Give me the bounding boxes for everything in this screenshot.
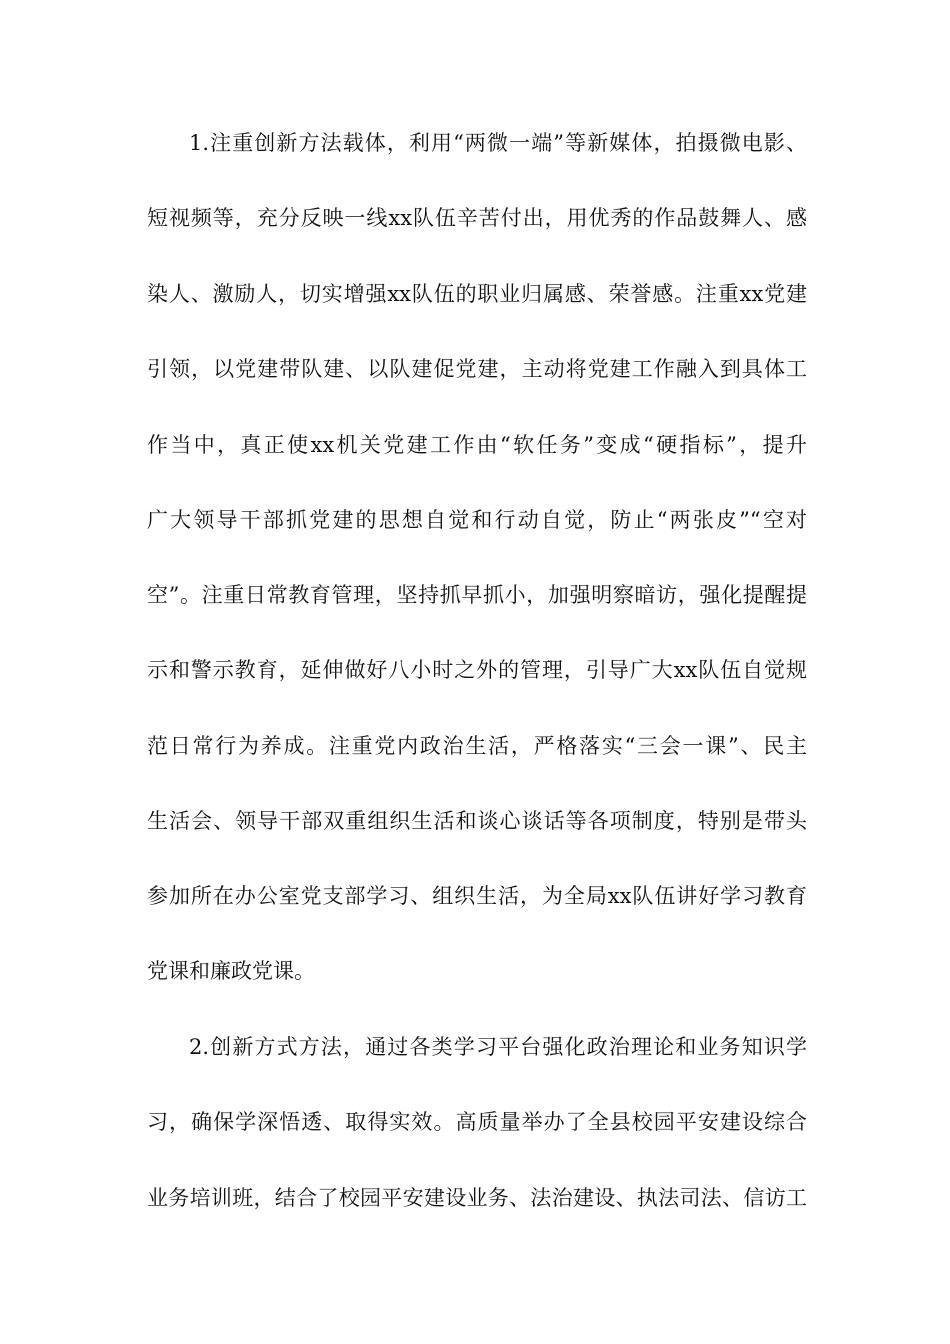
paragraph-1-line-8: 示和警示教育，延伸做好八小时之外的管理，引导广大xx队伍自觉规 <box>147 658 807 682</box>
paragraph-1-line-10: 生活会、领导干部双重组织生活和谈心谈话等各项制度，特别是带头 <box>147 809 807 833</box>
paragraph-1-line-12: 党课和廉政党课。 <box>147 959 315 983</box>
paragraph-1-line-4: 引领，以党建带队建、以队建促党建，主动将党建工作融入到具体工 <box>147 357 807 381</box>
paragraph-1-line-2: 短视频等，充分反映一线xx队伍辛苦付出，用优秀的作品鼓舞人、感 <box>147 206 807 230</box>
paragraph-2-line-3: 业务培训班，结合了校园平安建设业务、法治建设、执法司法、信访工 <box>147 1186 807 1210</box>
paragraph-2-line-1: 2.创新方式方法，通过各类学习平台强化政治理论和业务知识学 <box>189 1035 807 1059</box>
paragraph-1-line-9: 范日常行为养成。注重党内政治生活，严格落实“三会一课”、民主 <box>147 734 807 758</box>
paragraph-1-line-7: 空”。注重日常教育管理，坚持抓早抓小，加强明察暗访，强化提醒提 <box>147 583 807 607</box>
paragraph-1-line-3: 染人、激励人，切实增强xx队伍的职业归属感、荣誉感。注重xx党建 <box>147 282 807 306</box>
paragraph-1-line-11: 参加所在办公室党支部学习、组织生活，为全局xx队伍讲好学习教育 <box>147 884 807 908</box>
paragraph-1-line-5: 作当中，真正使xx机关党建工作由“软任务”变成“硬指标”，提升 <box>147 433 807 457</box>
paragraph-1-line-1: 1.注重创新方法载体，利用“两微一端”等新媒体，拍摄微电影、 <box>189 131 807 155</box>
paragraph-2-line-2: 习，确保学深悟透、取得实效。高质量举办了全县校园平安建设综合 <box>147 1110 807 1134</box>
paragraph-1-line-6: 广大领导干部抓党建的思想自觉和行动自觉，防止“两张皮”“空对 <box>147 508 807 532</box>
